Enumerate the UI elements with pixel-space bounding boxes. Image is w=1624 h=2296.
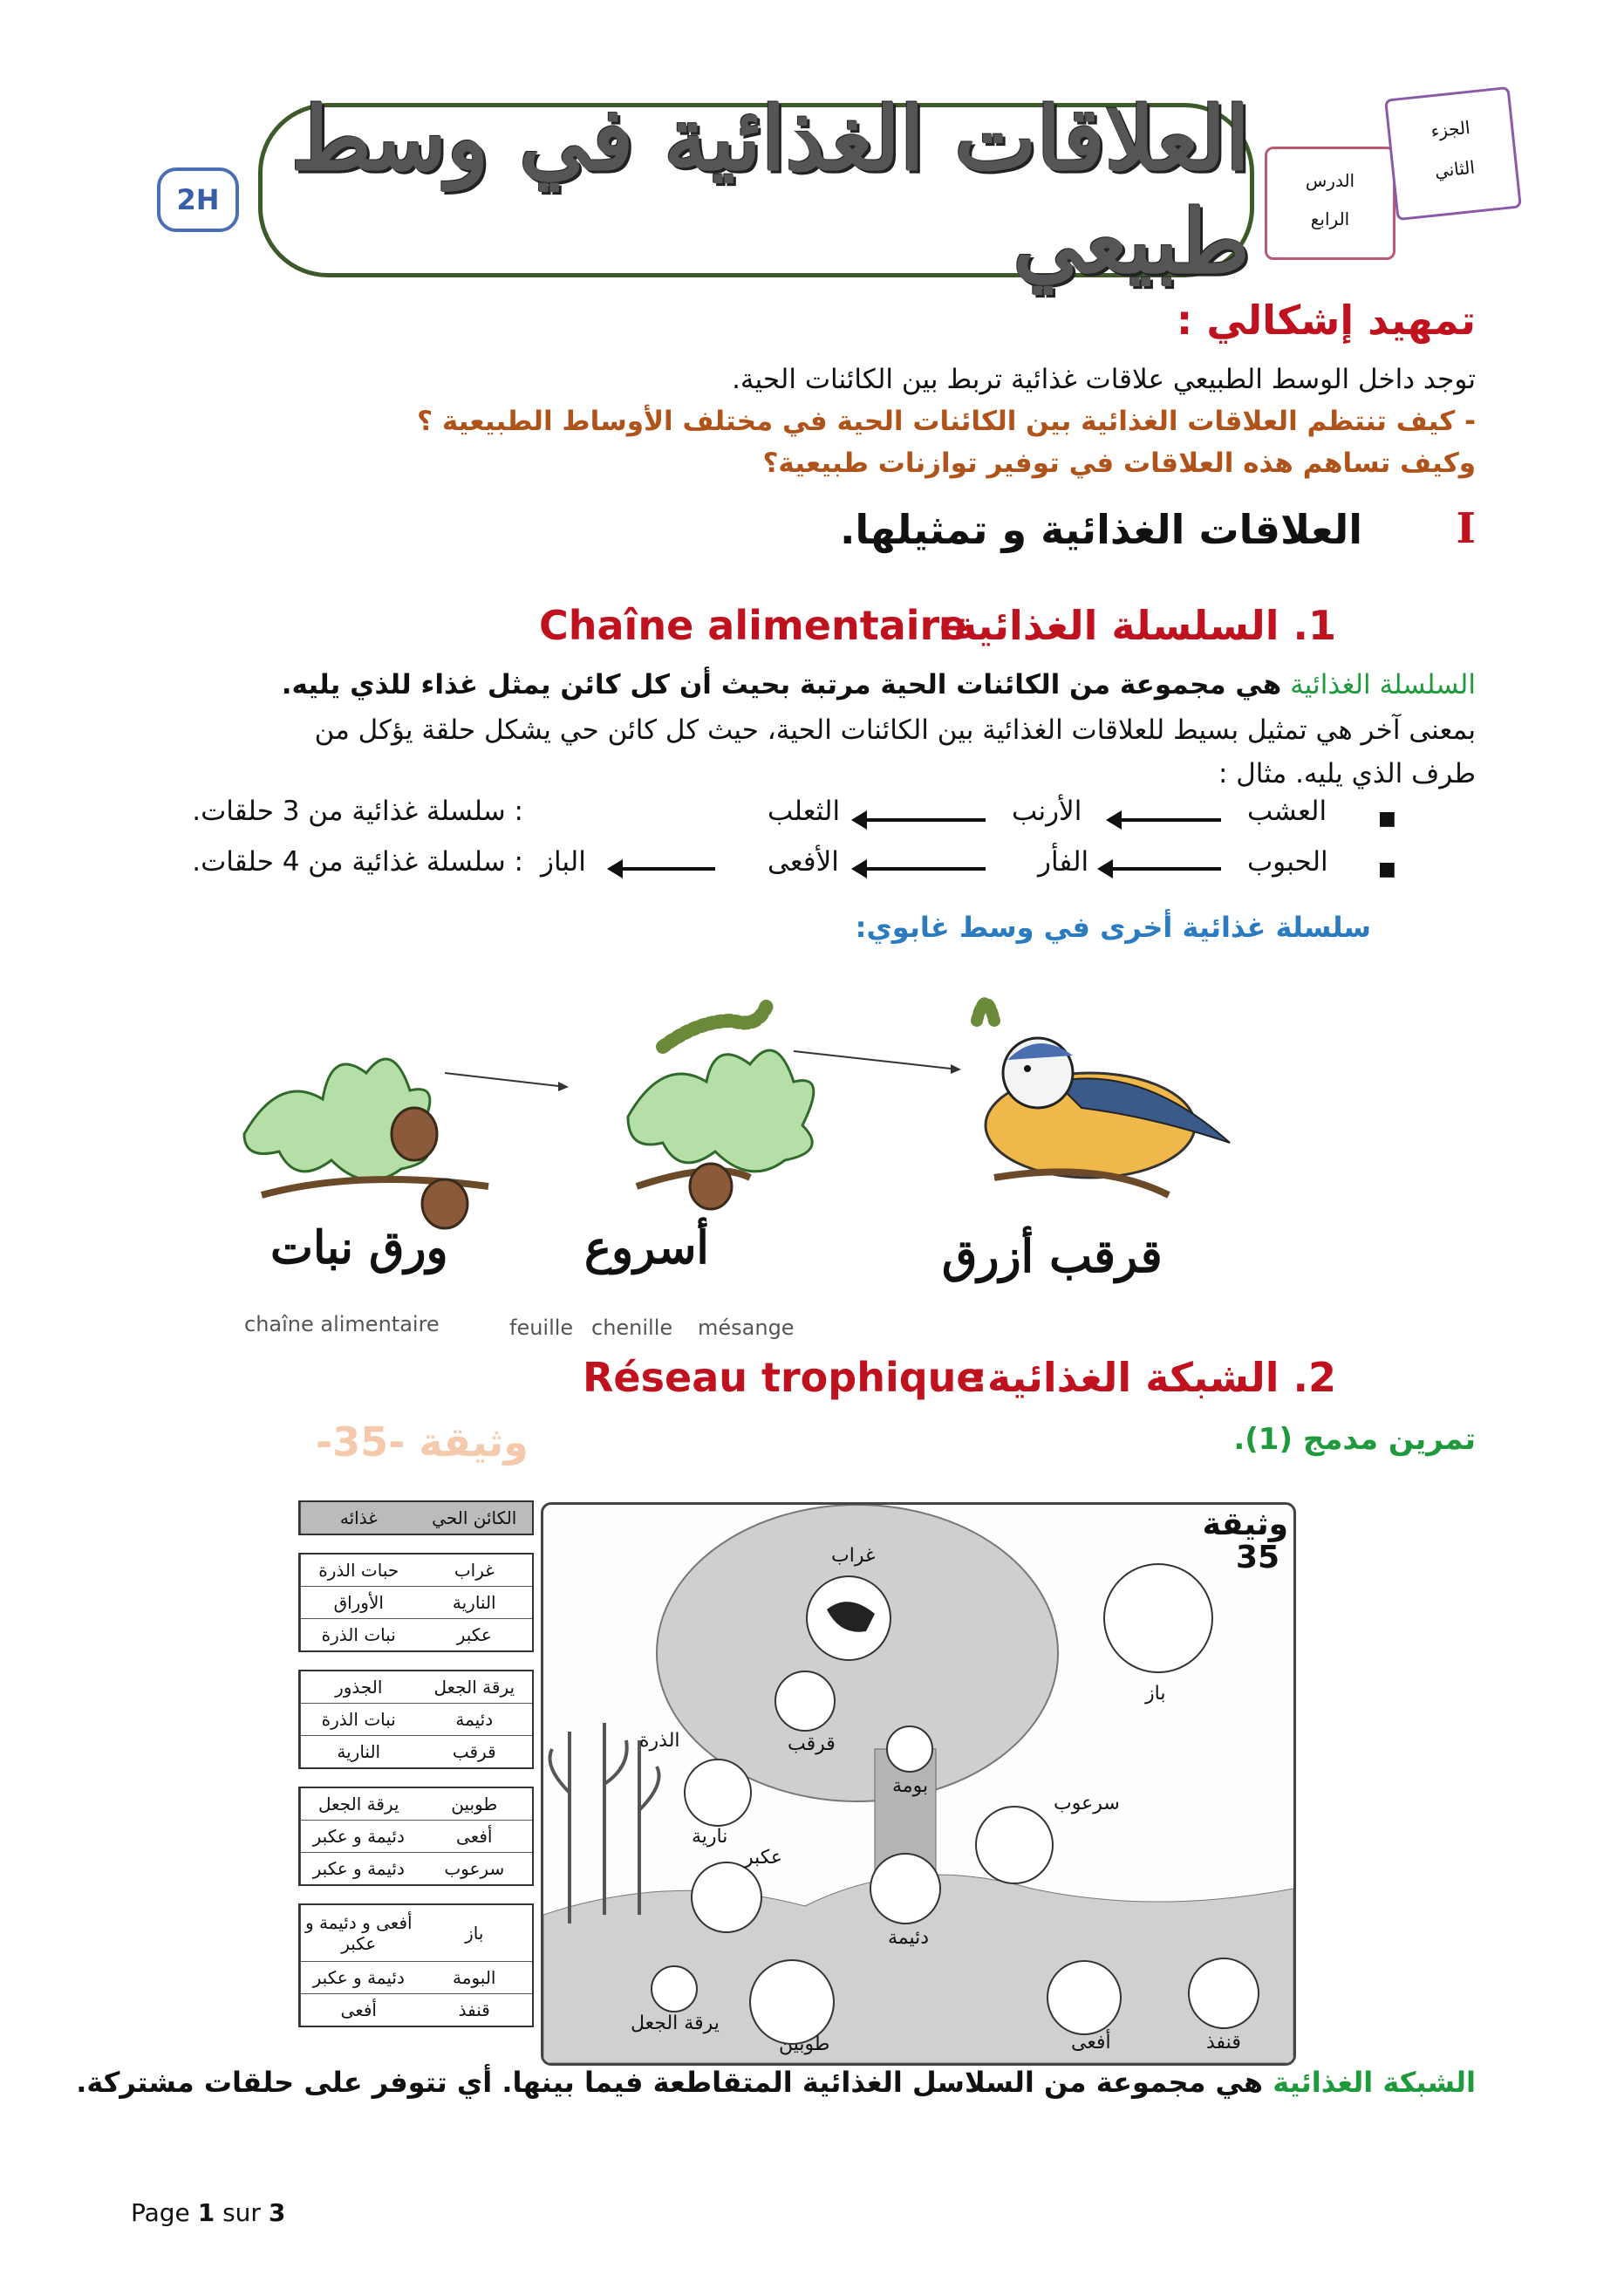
grub-label: يرقة الجعل bbox=[631, 2012, 720, 2034]
chain-explain-2: طرف الذي يليه. مثال : bbox=[1218, 758, 1476, 789]
lesson-title: العلاقات الغذائية في وسط طبيعي bbox=[290, 87, 1250, 293]
header-food: غذائه bbox=[300, 1502, 417, 1534]
chain-def-text: هي مجموعة من الكائنات الحية مرتبة بحيث أن كل كائن يمثل غذاء للذي يليه. bbox=[281, 669, 1282, 700]
food-cell: حبات الذرة bbox=[300, 1555, 417, 1586]
organism-cell: يرقة الجعل bbox=[433, 1677, 515, 1698]
leaf-label: ورق نبات bbox=[270, 1221, 448, 1274]
chain1-note: : سلسلة غذائية من 3 حلقات. bbox=[192, 796, 523, 827]
caption-tit: mésange bbox=[698, 1315, 795, 1340]
chain2-d: الباز bbox=[541, 846, 586, 878]
organism-cell: باز bbox=[465, 1923, 484, 1944]
moth-icon bbox=[685, 1760, 751, 1826]
bird-label: قرقب أزرق bbox=[942, 1230, 1163, 1283]
exercise-label: تمرين مدمج (1). bbox=[1233, 1422, 1476, 1457]
web-heading-fr: Réseau trophique bbox=[583, 1354, 984, 1401]
organism-cell: أفعى bbox=[456, 1826, 493, 1847]
caterpillar-label: أسروع bbox=[584, 1221, 709, 1274]
problem-heading: تمهيد إشكالي : bbox=[1176, 297, 1476, 344]
caption-caterpillar: chenille bbox=[591, 1315, 673, 1340]
document-watermark: وثيقة -35- bbox=[316, 1418, 529, 1466]
bullet-icon: ■ bbox=[1378, 808, 1396, 830]
table-row bbox=[300, 1736, 532, 1767]
owl-label: بومة bbox=[892, 1775, 929, 1797]
moth-label: نارية bbox=[692, 1826, 728, 1848]
chain2-a: الحبوب bbox=[1247, 846, 1328, 878]
organism-cell: عكبر bbox=[456, 1624, 492, 1645]
forest-chain-heading: سلسلة غذائية أخرى في وسط غابوي: bbox=[855, 911, 1371, 944]
snake-icon bbox=[1047, 1961, 1121, 2034]
corn-label: الذرة bbox=[639, 1730, 680, 1752]
tit-icon bbox=[775, 1671, 835, 1731]
chain-term: السلسلة الغذائية bbox=[1290, 669, 1476, 700]
owl-icon bbox=[887, 1726, 932, 1772]
chain1-b: الأرنب bbox=[1012, 796, 1082, 827]
mole-label: طوبين bbox=[779, 2033, 830, 2055]
part-label: الجزء bbox=[1430, 116, 1471, 142]
weasel-icon bbox=[976, 1807, 1053, 1883]
arrow-icon bbox=[619, 867, 715, 871]
part-value: الثاني bbox=[1433, 156, 1477, 182]
vole-icon bbox=[870, 1854, 940, 1924]
section-title: العلاقات الغذائية و تمثيلها. bbox=[839, 506, 1362, 553]
food-cell: يرقة الجعل bbox=[300, 1788, 417, 1820]
food-web-scene bbox=[541, 1502, 1296, 2066]
table-row bbox=[300, 1821, 532, 1853]
caterpillar-leaf-icon bbox=[628, 1003, 814, 1209]
food-cell: أفعى bbox=[300, 1994, 417, 2026]
table-row bbox=[300, 1962, 532, 1994]
food-cell: النارية bbox=[300, 1736, 417, 1767]
table-header-group bbox=[298, 1500, 534, 1535]
crow-label: غراب bbox=[831, 1545, 876, 1567]
table-row bbox=[300, 1788, 532, 1821]
web-heading-ar: 2. الشبكة الغذائية: bbox=[971, 1354, 1336, 1401]
table-header-row bbox=[300, 1502, 532, 1534]
table-row bbox=[300, 1587, 532, 1619]
footer-page-word: Page bbox=[131, 2198, 190, 2227]
page-footer bbox=[131, 2198, 285, 2227]
footer-page-total: 3 bbox=[268, 2198, 286, 2227]
food-cell: الأوراق bbox=[300, 1587, 417, 1618]
mole-icon bbox=[750, 1960, 834, 2044]
organism-cell: البومة bbox=[453, 1967, 496, 1988]
part-number-box bbox=[1384, 86, 1522, 221]
section-number: I bbox=[1456, 504, 1476, 553]
food-cell: نبات الذرة bbox=[300, 1619, 417, 1650]
organism-cell: النارية bbox=[452, 1592, 496, 1613]
hawk-label: باز bbox=[1145, 1683, 1166, 1705]
organism-cell: غراب bbox=[454, 1560, 495, 1581]
snake-label: أفعى bbox=[1071, 2032, 1111, 2053]
grub-icon bbox=[652, 1966, 697, 2012]
diet-table bbox=[298, 1500, 534, 2045]
vole-label: دئيمة bbox=[888, 1927, 930, 1949]
organism-cell: سرعوب bbox=[444, 1858, 505, 1879]
table-group-2 bbox=[298, 1670, 534, 1769]
tit-label: قرقب bbox=[788, 1733, 836, 1755]
bullet-icon: ■ bbox=[1378, 858, 1396, 880]
arrow-icon bbox=[1118, 818, 1221, 822]
table-group-1 bbox=[298, 1553, 534, 1652]
question-1: - كيف تنتظم العلاقات الغذائية بين الكائنات الحية في مختلف الأوساط الطبيعية ؟ bbox=[417, 406, 1476, 437]
food-cell: أفعى و دئيمة و عكبر bbox=[300, 1905, 417, 1961]
hedgehog-icon bbox=[1189, 1958, 1259, 2028]
arrow-icon bbox=[863, 818, 986, 822]
mouse-label: عكبر bbox=[744, 1847, 783, 1869]
table-row bbox=[300, 1994, 532, 2026]
caption-leaf: feuille bbox=[509, 1315, 574, 1340]
weasel-label: سرعوب bbox=[1054, 1793, 1120, 1814]
food-cell: دئيمة و عكبر bbox=[300, 1853, 417, 1884]
food-cell: نبات الذرة bbox=[300, 1704, 417, 1735]
question-2: وكيف تساهم هذه العلاقات في توفير توازنات طبيعية؟ bbox=[762, 448, 1476, 479]
organism-cell: قرقب bbox=[452, 1741, 496, 1762]
arrow-icon bbox=[863, 867, 986, 871]
caption-chain: chaîne alimentaire bbox=[244, 1312, 440, 1336]
header-organism: الكائن الحي bbox=[432, 1507, 517, 1528]
hedgehog-label: قنفذ bbox=[1206, 2032, 1241, 2053]
hawk-icon bbox=[1104, 1564, 1212, 1672]
chain1-a: العشب bbox=[1247, 796, 1327, 827]
organism-cell: قنفذ bbox=[458, 1999, 490, 2020]
table-group-3 bbox=[298, 1787, 534, 1886]
mouse-icon bbox=[692, 1862, 761, 1932]
chain-heading-ar: 1. السلسلة الغذائية: bbox=[937, 602, 1336, 649]
lesson-number-box bbox=[1265, 147, 1395, 260]
lesson-value: الرابع bbox=[1310, 208, 1350, 229]
chain-explain-1: بمعنى آخر هي تمثيل بسيط للعلاقات الغذائية بين الكائنات الحية، حيث كل كائن حي يشكل حلقة يؤكل من bbox=[314, 714, 1476, 746]
lesson-title-box bbox=[258, 87, 1254, 293]
web-definition bbox=[76, 2066, 1476, 2099]
food-cell: دئيمة و عكبر bbox=[300, 1821, 417, 1852]
table-row bbox=[300, 1704, 532, 1736]
organism-cell: طوبين bbox=[451, 1794, 498, 1814]
footer-page-number: 1 bbox=[197, 2198, 215, 2227]
table-row bbox=[300, 1671, 532, 1704]
chain2-c: الأفعى bbox=[768, 846, 839, 878]
chain-definition bbox=[282, 663, 1476, 707]
table-group-4 bbox=[298, 1903, 534, 2027]
footer-sur-word: sur bbox=[222, 2198, 261, 2227]
chain2-b: الفأر bbox=[1038, 846, 1089, 878]
intro-line: توجد داخل الوسط الطبيعي علاقات غذائية تربط بين الكائنات الحية. bbox=[732, 364, 1476, 395]
blue-tit-icon bbox=[977, 1003, 1230, 1195]
table-row bbox=[300, 1555, 532, 1587]
table-row bbox=[300, 1853, 532, 1884]
table-row bbox=[300, 1619, 532, 1650]
table-row bbox=[300, 1905, 532, 1962]
forest-chain-illustration bbox=[227, 968, 1273, 1352]
doc-number-label: وثيقة 35 bbox=[1202, 1507, 1288, 1575]
arrow-icon bbox=[1109, 867, 1221, 871]
oak-leaf-icon bbox=[244, 1059, 488, 1228]
food-cell: الجذور bbox=[300, 1671, 417, 1703]
chain2-note: : سلسلة غذائية من 4 حلقات. bbox=[192, 846, 523, 878]
lesson-label: الدرس bbox=[1305, 170, 1355, 191]
chain-heading-fr: Chaîne alimentaire bbox=[539, 602, 967, 649]
level-badge: 2H bbox=[157, 167, 239, 232]
organism-cell: دئيمة bbox=[455, 1709, 494, 1730]
food-cell: دئيمة و عكبر bbox=[300, 1962, 417, 1993]
web-term: الشبكة الغذائية bbox=[1273, 2066, 1476, 2099]
web-def-text: هي مجموعة من السلاسل الغذائية المتقاطعة فيما بينها. أي تتوفر على حلقات مشتركة. bbox=[76, 2066, 1264, 2099]
chain1-c: الثعلب bbox=[768, 796, 841, 827]
